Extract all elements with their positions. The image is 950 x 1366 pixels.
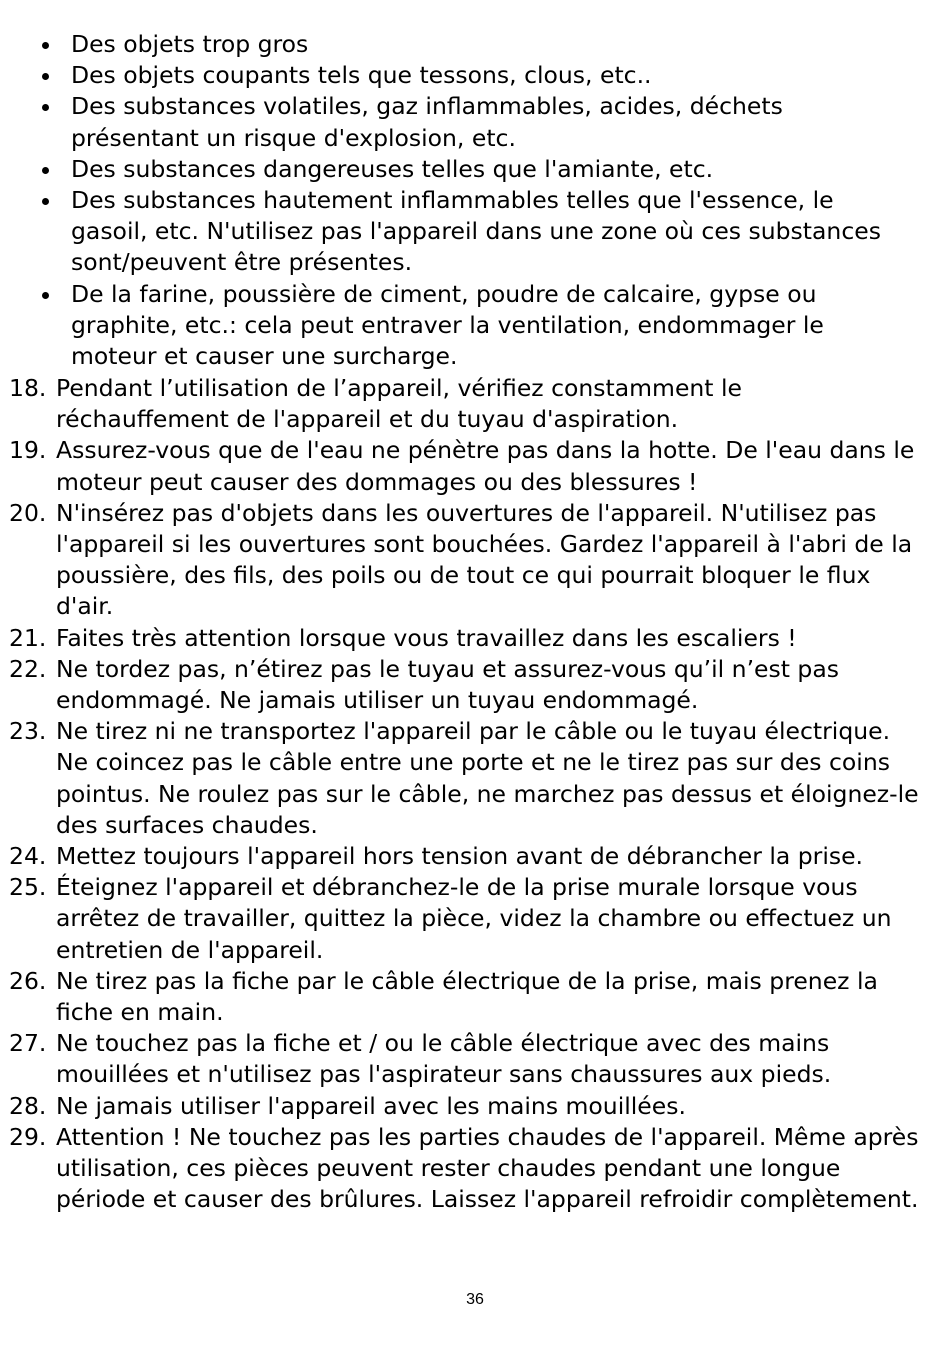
item-number: 26. bbox=[9, 966, 47, 995]
bullet-icon bbox=[42, 167, 49, 174]
list-item bbox=[0, 1091, 950, 1122]
bullet-text: Des substances dangereuses telles que l'amiante, etc. bbox=[71, 154, 714, 183]
bullet-icon bbox=[42, 73, 49, 80]
bullet-item bbox=[0, 91, 950, 153]
item-number: 21. bbox=[9, 623, 47, 652]
item-number: 25. bbox=[9, 873, 47, 902]
item-number: 20. bbox=[9, 498, 47, 527]
item-number: 27. bbox=[9, 1029, 47, 1058]
item-number: 22. bbox=[9, 654, 47, 683]
list-item bbox=[0, 498, 950, 623]
bullet-icon bbox=[42, 292, 49, 299]
bullet-item bbox=[0, 185, 950, 279]
item-number: 24. bbox=[9, 842, 47, 871]
bullet-item bbox=[0, 154, 950, 185]
item-text: Pendant l’utilisation de l’appareil, vérifiez constamment le réchauffement de l'appareil et du tuyau d'aspiration. bbox=[56, 374, 742, 434]
list-item bbox=[0, 435, 950, 497]
item-text: Ne touchez pas la fiche et / ou le câble électrique avec des mains mouillées et n'utilisez pas l'aspirateur sans chaussures aux pieds. bbox=[56, 1029, 832, 1089]
item-text: Faites très attention lorsque vous travaillez dans les escaliers ! bbox=[56, 623, 797, 652]
item-number: 23. bbox=[9, 717, 47, 746]
list-item bbox=[0, 966, 950, 1028]
list-item bbox=[0, 373, 950, 435]
item-text: Éteignez l'appareil et débranchez-le de la prise murale lorsque vous arrêtez de travailler, quittez la pièce, videz la chambre ou effectuez un entretien de l'appareil. bbox=[56, 873, 892, 964]
item-text: N'insérez pas d'objets dans les ouvertures de l'appareil. N'utilisez pas l'appareil si les ouvertures sont bouchées. Gardez l'appareil à l'abri de la poussière, des fils, des poils ou de tout ce qui pourrait bloquer le flux d'air. bbox=[56, 498, 913, 621]
bullet-icon bbox=[42, 198, 49, 205]
bullet-text: Des substances volatiles, gaz inflammables, acides, déchets présentant un risque d'explosion, etc. bbox=[71, 92, 783, 152]
bullet-icon bbox=[42, 42, 49, 49]
list-item bbox=[0, 1122, 950, 1216]
item-text: Mettez toujours l'appareil hors tension avant de débrancher la prise. bbox=[56, 842, 864, 871]
item-text: Ne tordez pas, n’étirez pas le tuyau et assurez-vous qu’il n’est pas endommagé. Ne jamais utiliser un tuyau endommagé. bbox=[56, 654, 839, 715]
item-number: 18. bbox=[9, 374, 47, 402]
list-item bbox=[0, 716, 950, 841]
list-item bbox=[0, 654, 950, 716]
item-number: 19. bbox=[9, 436, 47, 465]
bullet-item bbox=[0, 60, 950, 91]
list-item bbox=[0, 872, 950, 966]
bullet-item bbox=[0, 29, 950, 60]
list-item bbox=[0, 1028, 950, 1090]
bullet-text: Des substances hautement inflammables telles que l'essence, le gasoil, etc. N'utilisez pas l'appareil dans une zone où ces substances sont/peuvent être présentes. bbox=[71, 186, 881, 277]
list-item bbox=[0, 623, 950, 654]
bullet-text: Des objets coupants tels que tessons, clous, etc.. bbox=[71, 61, 652, 90]
bullet-text: De la farine, poussière de ciment, poudre de calcaire, gypse ou graphite, etc.: cela peut entraver la ventilation, endommager le moteur et causer une surcharge. bbox=[71, 279, 824, 371]
bullet-list bbox=[0, 29, 950, 372]
numbered-list bbox=[0, 373, 950, 1215]
item-text: Ne jamais utiliser l'appareil avec les mains mouillées. bbox=[56, 1091, 686, 1120]
page-number: 36 bbox=[466, 1291, 484, 1308]
list-item bbox=[0, 841, 950, 872]
bullet-text: Des objets trop gros bbox=[71, 30, 309, 58]
item-number: 28. bbox=[9, 1091, 47, 1120]
item-number: 29. bbox=[9, 1122, 47, 1151]
bullet-item bbox=[0, 279, 950, 373]
item-text: Ne tirez pas la fiche par le câble électrique de la prise, mais prenez la fiche en main. bbox=[56, 966, 878, 1027]
item-text: Assurez-vous que de l'eau ne pénètre pas dans la hotte. De l'eau dans le moteur peut causer des dommages ou des blessures ! bbox=[56, 436, 915, 496]
item-text: Ne tirez ni ne transportez l'appareil par le câble ou le tuyau électrique. Ne coincez pas le câble entre une porte et ne le tirez pas sur des coins pointus. Ne roulez pas sur le câble, ne marchez pas dessus et éloignez-le des surfaces chaudes. bbox=[56, 717, 919, 839]
bullet-icon bbox=[42, 104, 49, 111]
item-text: Attention ! Ne touchez pas les parties chaudes de l'appareil. Même après utilisation, ces pièces peuvent rester chaudes pendant une longue période et causer des brûlures. Laissez l'appareil refroidir complètement. bbox=[56, 1122, 919, 1214]
